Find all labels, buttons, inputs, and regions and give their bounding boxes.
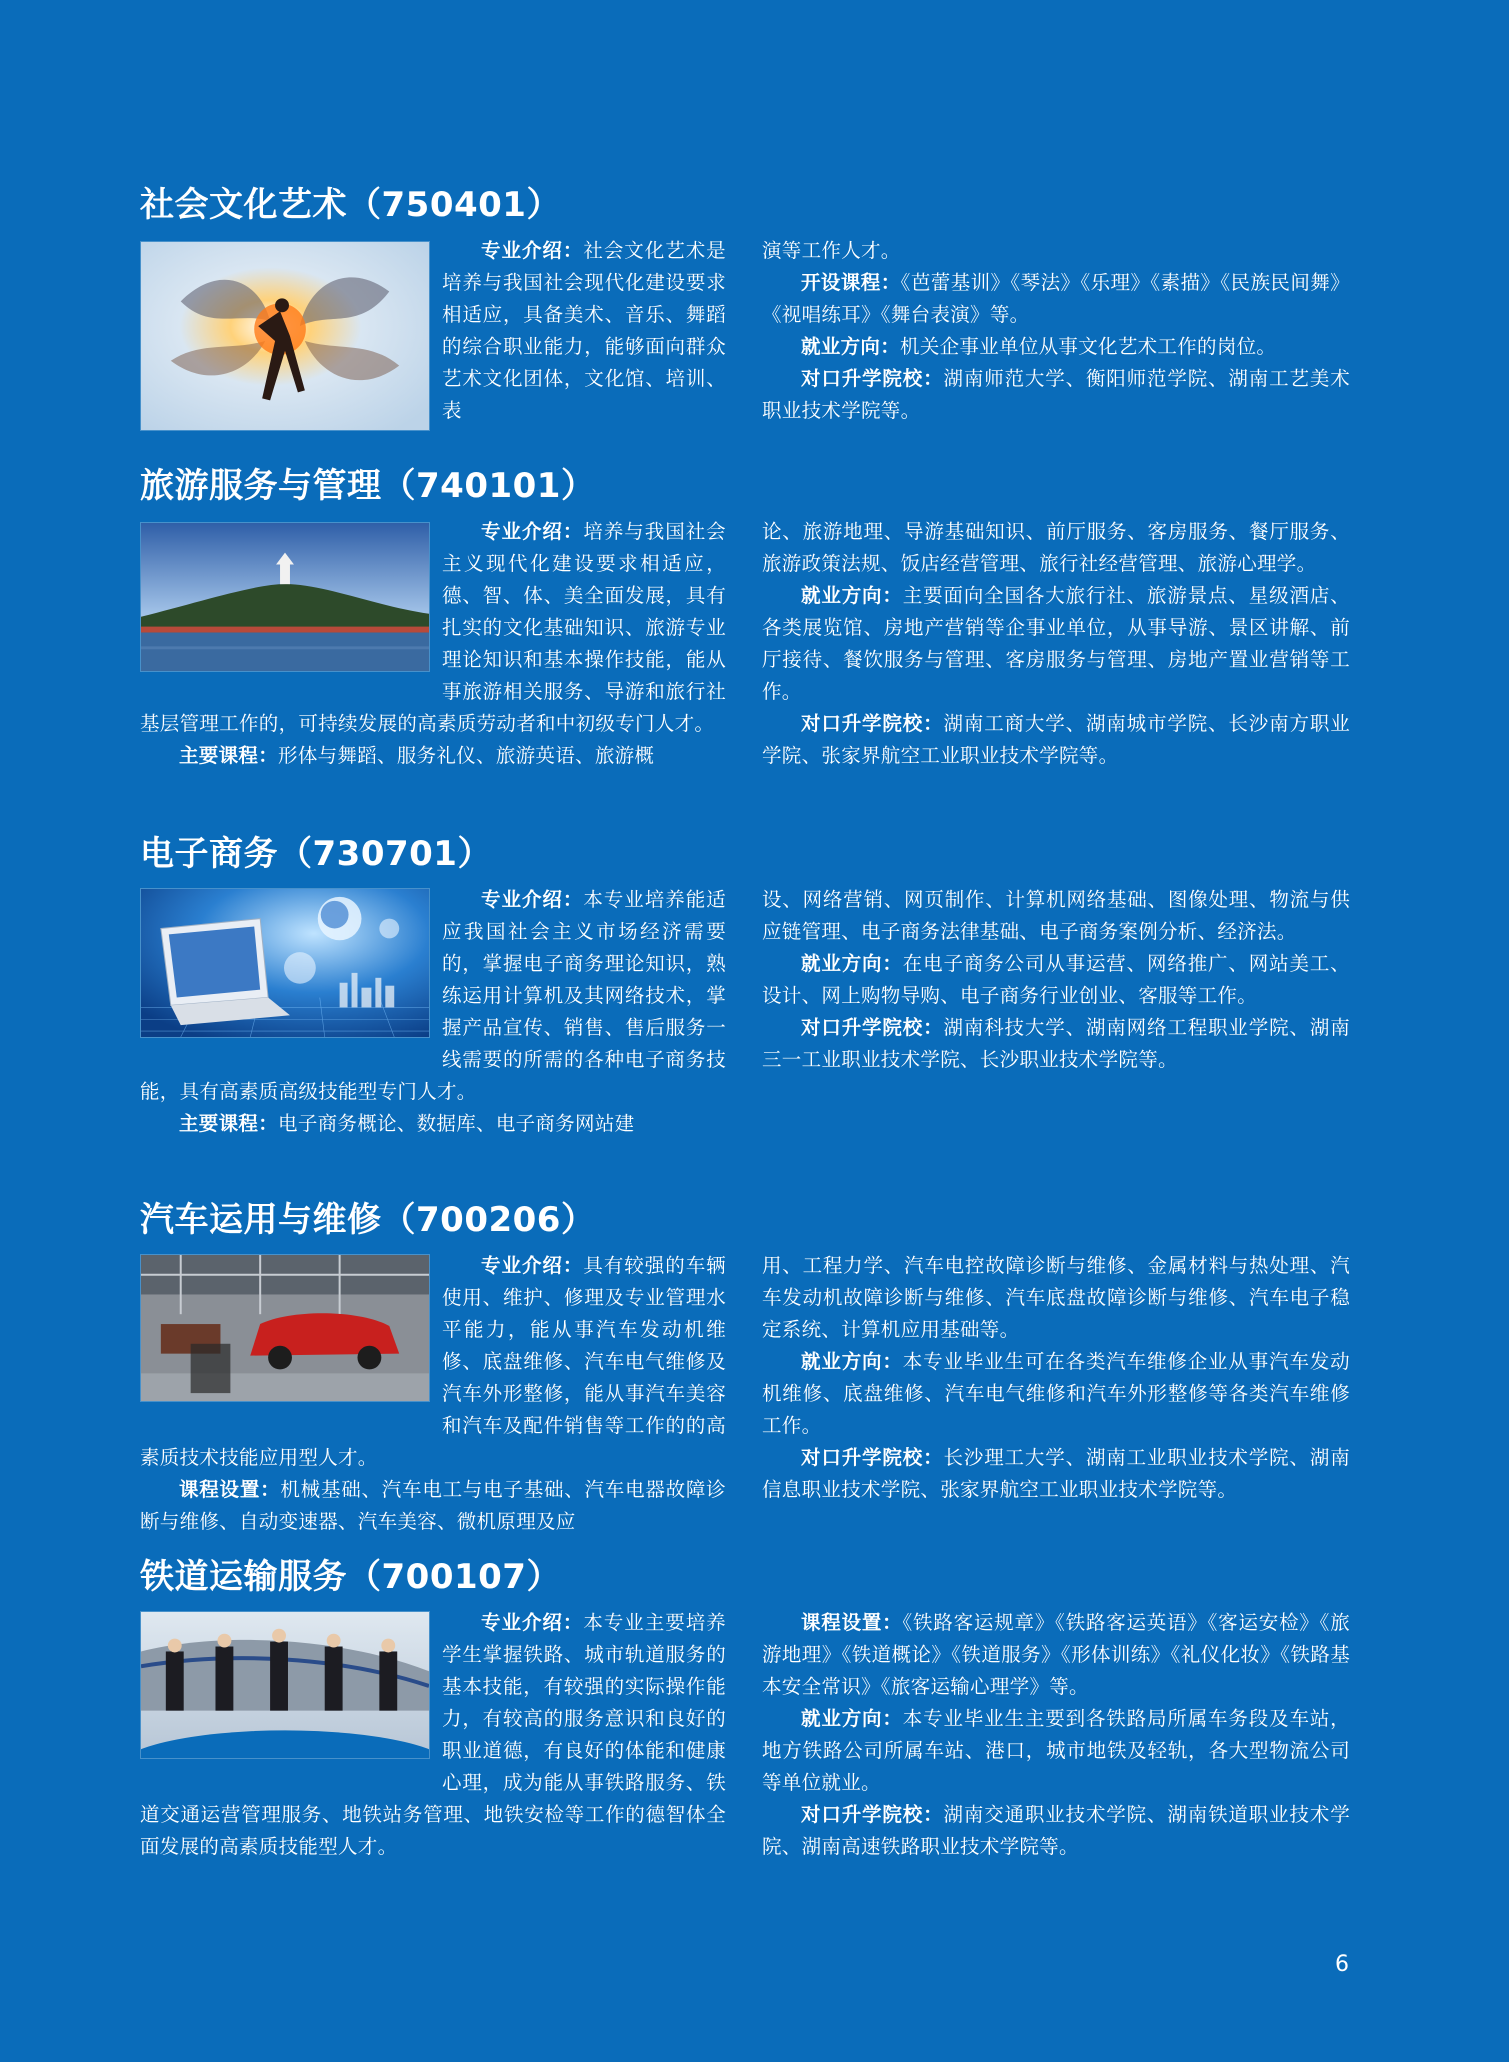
intro-paragraph: 专业介绍：培养与我国社会主义现代化建设要求相适应，德、智、体、美全面发展，具有扎实的文化基础知识、旅游专业理论知识和基本操作技能，能从事旅游相关服务、导游和旅行社基层管理工作的，可持续发展的高素质劳动者和中初级专门人才。 — [140, 520, 726, 735]
intro-paragraph: 专业介绍：具有较强的车辆使用、维护、修理及专业管理水平能力，能从事汽车发动机维修、底盘维修、汽车电气维修及汽车外形整修，能从事汽车美容和汽车及配件销售等工作的的高素质技术技能应用型人才。 — [140, 1254, 726, 1469]
employment-paragraph: 就业方向：主要面向全国各大旅行社、旅游景点、星级酒店、各类展览馆、房地产营销等企事业单位，从事导游、景区讲解、前厅接待、餐饮服务与管理、客房服务与管理、房地产置业营销等工作。 — [762, 584, 1350, 703]
intro-column — [140, 1607, 726, 1863]
section-e-commerce — [140, 832, 1350, 1182]
course-setting-paragraph: 课程设置：《铁路客运规章》《铁路客运英语》《客运安检》《旅游地理》《铁道概论》《铁道服务》《形体训练》《礼仪化妆》《铁路基本安全常识》《旅客运输心理学》等。 — [762, 1611, 1350, 1698]
intro-column — [140, 235, 726, 431]
employment-paragraph: 就业方向：机关企事业单位从事文化艺术工作的岗位。 — [801, 335, 1277, 358]
main-courses-paragraph: 主要课程：电子商务概论、数据库、电子商务网站建 — [179, 1112, 635, 1135]
page-number: 6 — [1335, 1952, 1349, 1977]
intro-paragraph: 专业介绍：本专业培养能适应我国社会主义市场经济需要的，掌握电子商务理论知识，熟练运用计算机及其网络技术，掌握产品宣传、销售、售后服务一线需要的所需的各种电子商务技能，具有高素质高级技能型专门人才。 — [140, 888, 726, 1103]
intro-paragraph: 专业介绍：本专业主要培养学生掌握铁路、城市轨道服务的基本技能，有较强的实际操作能力，有较高的服务意识和良好的职业道德，有良好的体能和健康心理，成为能从事铁路服务、铁道交通运营管理服务、地铁站务管理、地铁安检等工作的德智体全面发展的高素质技能型人才。 — [140, 1611, 726, 1858]
detail-column — [762, 1250, 1350, 1506]
colleges-paragraph: 对口升学院校：湖南交通职业技术学院、湖南铁道职业技术学院、湖南高速铁路职业技术学院等。 — [762, 1803, 1350, 1858]
colleges-paragraph: 对口升学院校：长沙理工大学、湖南工业职业技术学院、湖南信息职业技术学院、张家界航空工业职业技术学院等。 — [762, 1446, 1350, 1501]
section-title: 旅游服务与管理（740101） — [140, 466, 596, 506]
main-courses-paragraph: 主要课程：形体与舞蹈、服务礼仪、旅游英语、旅游概 — [179, 744, 655, 767]
courses-paragraph: 开设课程：《芭蕾基训》《琴法》《乐理》《素描》《民族民间舞》《视唱练耳》《舞台表演》等。 — [762, 271, 1350, 326]
detail-paragraph: 演等工作人才。 — [762, 239, 901, 262]
employment-paragraph: 就业方向：本专业毕业生主要到各铁路局所属车务段及车站，地方铁路公司所属车站、港口，城市地铁及轻轨，各大型物流公司等单位就业。 — [762, 1707, 1350, 1794]
detail-column — [762, 884, 1350, 1076]
section-auto-repair — [140, 1198, 1350, 1548]
section-title: 电子商务（730701） — [140, 834, 492, 874]
colleges-paragraph: 对口升学院校：湖南师范大学、衡阳师范学院、湖南工艺美术职业技术学院等。 — [762, 367, 1350, 422]
section-social-culture-art — [140, 183, 1350, 443]
detail-paragraph: 用、工程力学、汽车电控故障诊断与维修、金属材料与热处理、汽车发动机故障诊断与维修、汽车底盘故障诊断与维修、汽车电子稳定系统、计算机应用基础等。 — [762, 1254, 1350, 1341]
employment-paragraph: 就业方向：本专业毕业生可在各类汽车维修企业从事汽车发动机维修、底盘维修、汽车电气维修和汽车外形整修等各类汽车维修工作。 — [762, 1350, 1350, 1437]
section-title: 铁道运输服务（700107） — [140, 1557, 561, 1597]
detail-column — [762, 516, 1350, 772]
course-setting-paragraph: 课程设置：机械基础、汽车电工与电子基础、汽车电器故障诊断与维修、自动变速器、汽车美容、微机原理及应 — [140, 1478, 726, 1533]
intro-paragraph: 专业介绍：社会文化艺术是培养与我国社会现代化建设要求相适应，具备美术、音乐、舞蹈的综合职业能力，能够面向群众艺术文化团体，文化馆、培训、表 — [442, 239, 726, 422]
detail-column — [762, 235, 1350, 427]
section-tourism-service — [140, 464, 1350, 814]
section-title: 社会文化艺术（750401） — [140, 185, 561, 225]
intro-column — [140, 884, 726, 1140]
section-title: 汽车运用与维修（700206） — [140, 1200, 596, 1240]
colleges-paragraph: 对口升学院校：湖南科技大学、湖南网络工程职业学院、湖南三一工业职业技术学院、长沙职业技术学院等。 — [762, 1016, 1350, 1071]
colleges-paragraph: 对口升学院校：湖南工商大学、湖南城市学院、长沙南方职业学院、张家界航空工业职业技术学院等。 — [762, 712, 1350, 767]
intro-column — [140, 516, 726, 772]
section-railway-service — [140, 1555, 1350, 1915]
intro-column — [140, 1250, 726, 1538]
detail-column — [762, 1607, 1350, 1863]
employment-paragraph: 就业方向：在电子商务公司从事运营、网络推广、网站美工、设计、网上购物导购、电子商务行业创业、客服等工作。 — [762, 952, 1350, 1007]
detail-paragraph: 论、旅游地理、导游基础知识、前厅服务、客房服务、餐厅服务、旅游政策法规、饭店经营管理、旅行社经营管理、旅游心理学。 — [762, 520, 1350, 575]
detail-paragraph: 设、网络营销、网页制作、计算机网络基础、图像处理、物流与供应链管理、电子商务法律基础、电子商务案例分析、经济法。 — [762, 888, 1350, 943]
